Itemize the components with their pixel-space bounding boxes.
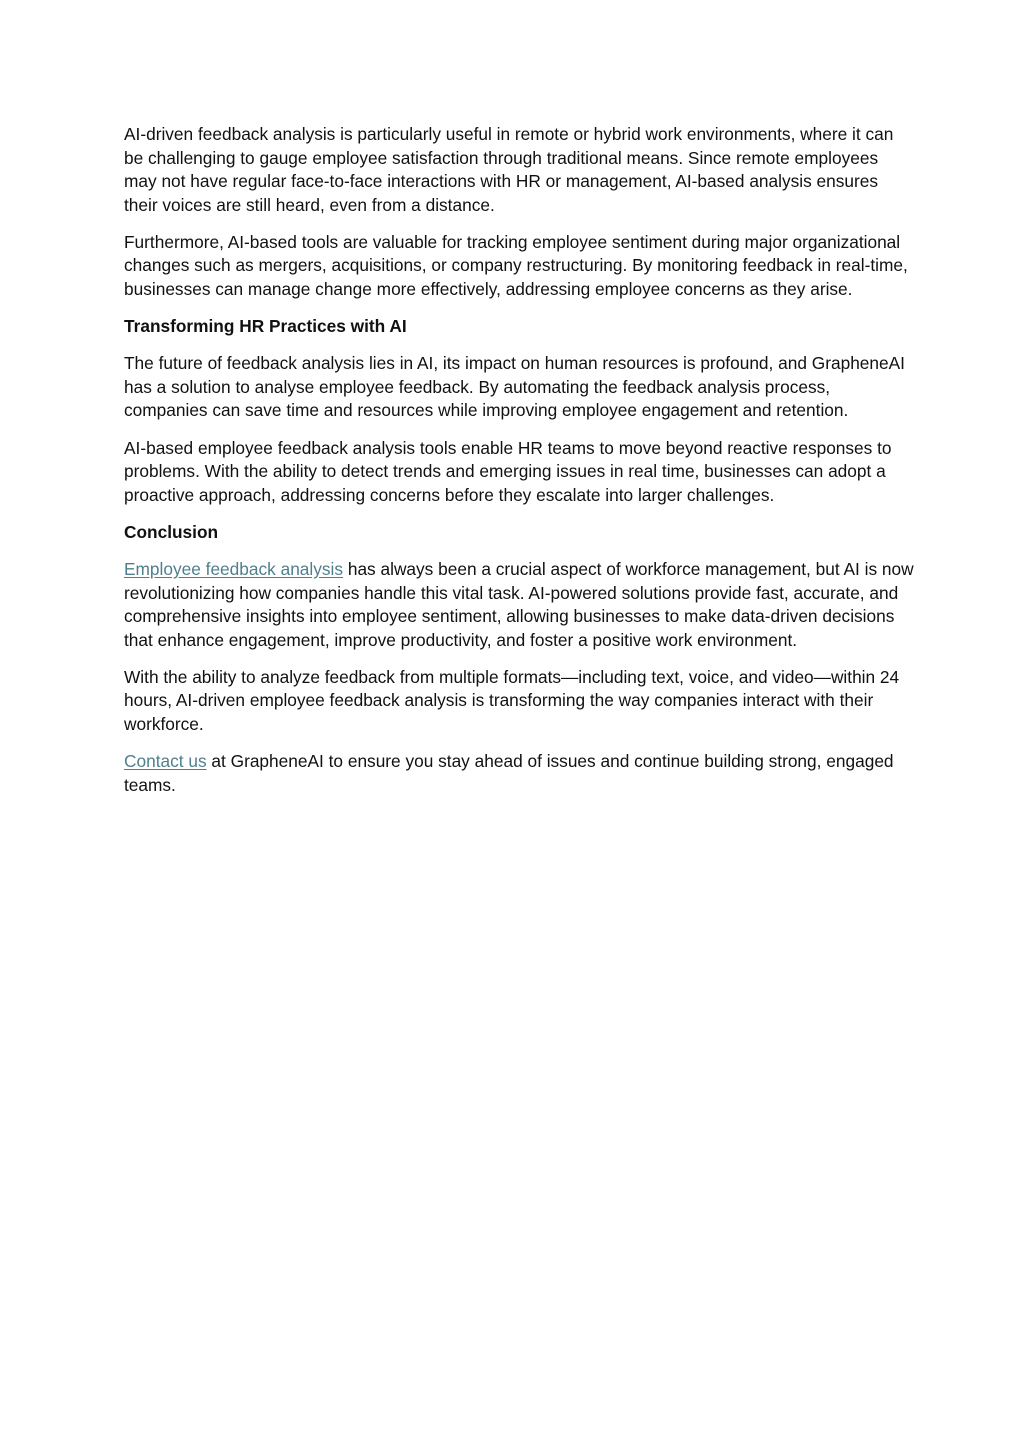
document-page bbox=[124, 123, 914, 811]
paragraph-conclusion-text: has always been a crucial aspect of workforce management, but AI is now revolutionizing how companies handle this vital task. AI-powered solutions provide fast, accurate, and comprehensive insights into employee sentiment, allowing businesses to make data-driven decisions that enhance engagement, improve productivity, and foster a positive work environment. bbox=[124, 558, 914, 650]
paragraph-contact bbox=[124, 750, 914, 797]
paragraph-conclusion bbox=[124, 558, 914, 652]
paragraph-future-of-feedback: The future of feedback analysis lies in AI, its impact on human resources is profound, and GrapheneAI has a solution to analyse employee feedback. By automating the feedback analysis process, companies can save time and resources while improving employee engagement and retention. bbox=[124, 353, 905, 421]
heading-transforming-hr: Transforming HR Practices with AI bbox=[124, 316, 407, 337]
paragraph-remote-work: AI-driven feedback analysis is particularly useful in remote or hybrid work environments, where it can be challenging to gauge employee satisfaction through traditional means. Since remote employees may not have regular face-to-face interactions with HR or management, AI-based analysis ensures their voices are still heard, even from a distance. bbox=[124, 124, 894, 215]
contact-us-link[interactable]: Contact us bbox=[124, 751, 207, 772]
employee-feedback-analysis-link[interactable]: Employee feedback analysis bbox=[124, 558, 344, 579]
heading-conclusion: Conclusion bbox=[124, 521, 219, 542]
paragraph-multiple-formats: With the ability to analyze feedback from multiple formats—including text, voice, and video—within 24 hours, AI-driven employee feedback analysis is transforming the way companies interact with their workforce. bbox=[124, 666, 900, 734]
paragraph-contact-text: at GrapheneAI to ensure you stay ahead of issues and continue building strong, engaged teams. bbox=[124, 751, 894, 795]
paragraph-proactive-approach: AI-based employee feedback analysis tools enable HR teams to move beyond reactive responses to problems. With the ability to detect trends and emerging issues in real time, businesses can adopt a proactive approach, addressing concerns before they escalate into larger challenges. bbox=[124, 437, 892, 505]
paragraph-organizational-change: Furthermore, AI-based tools are valuable for tracking employee sentiment during major organizational changes such as mergers, acquisitions, or company restructuring. By monitoring feedback in real-time, businesses can manage change more effectively, addressing employee concerns as they arise. bbox=[124, 231, 908, 300]
